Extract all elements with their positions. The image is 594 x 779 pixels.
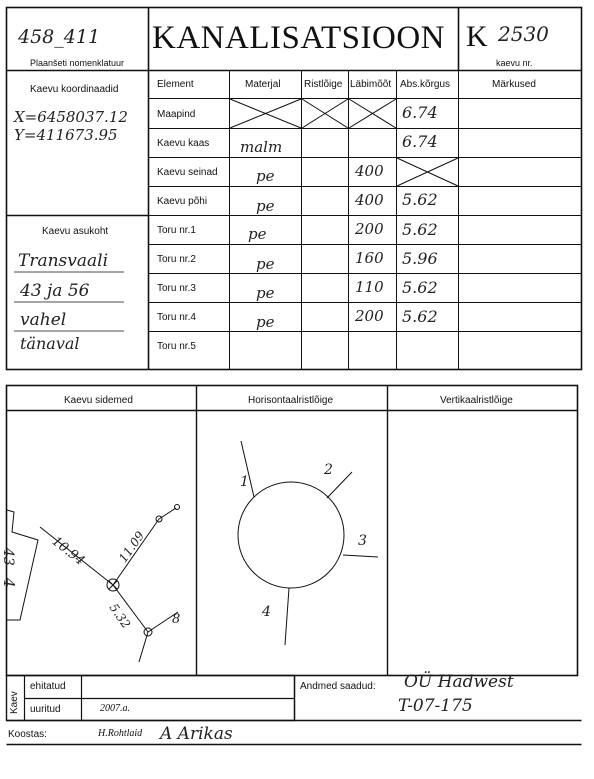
- horizontal-section-title: Horisontaalristlõige: [248, 395, 334, 406]
- tie-label: 5.32: [106, 601, 134, 631]
- row-material: pe: [256, 284, 275, 302]
- sheet-number: 458_411: [18, 26, 101, 48]
- row-diameter: 400: [355, 162, 384, 180]
- row-element: Toru nr.2: [157, 254, 196, 265]
- row-elevation: 5.62: [402, 307, 438, 326]
- location-line-2: 43 ja 56: [20, 281, 90, 301]
- row-element: Toru nr.1: [157, 225, 196, 236]
- built-label: ehitatud: [30, 681, 66, 692]
- row-diameter: 200: [355, 220, 384, 238]
- well-label: kaevu nr.: [496, 58, 533, 68]
- row-elevation: 5.62: [402, 278, 438, 297]
- row-material: pe: [256, 197, 275, 215]
- data-by-label: Andmed saadud:: [300, 681, 376, 692]
- pipe-number: 3: [358, 533, 367, 549]
- pipe-number: 2: [324, 462, 333, 478]
- row-element: Toru nr.5: [157, 341, 196, 352]
- location-line-1: Transvaali: [18, 251, 109, 271]
- ties-sketch: [7, 505, 180, 663]
- row-elevation: 5.96: [402, 249, 438, 268]
- location-line-4: tänaval: [20, 334, 80, 353]
- composed-label: Koostas:: [8, 729, 47, 740]
- row-material: pe: [256, 167, 275, 185]
- col-header-notes: Märkused: [492, 79, 536, 90]
- tie-label: 10.94: [48, 534, 88, 569]
- sheet-label: Plaanšeti nomenklatuur: [30, 58, 125, 68]
- ties-title: Kaevu sidemed: [64, 395, 133, 406]
- col-header-element: Element: [157, 79, 194, 90]
- composed-print: H.Rohtlaid: [98, 728, 143, 739]
- horizontal-section-sketch: [238, 441, 378, 645]
- row-diameter: 160: [355, 249, 384, 267]
- tie-label: 11.09: [116, 528, 148, 566]
- col-header-material: Materjal: [245, 79, 281, 90]
- row-elevation: 5.62: [402, 220, 438, 239]
- location-label: Kaevu asukoht: [42, 226, 109, 237]
- measured-value: 2007.a.: [100, 703, 130, 714]
- row-element: Kaevu kaas: [157, 138, 210, 149]
- tie-label: 43: [0, 548, 16, 566]
- composed-signature: A Arikas: [160, 724, 233, 744]
- row-diameter: 400: [355, 191, 384, 209]
- tie-label: 8: [172, 612, 181, 627]
- row-diameter: 200: [355, 307, 384, 325]
- row-element: Toru nr.3: [157, 283, 196, 294]
- well-side-label: Kaev: [9, 691, 20, 714]
- vertical-section-title: Vertikaalristlõige: [440, 395, 513, 406]
- row-elevation: 6.74: [402, 103, 438, 122]
- coordinate-y: Y=411673.95: [14, 126, 118, 144]
- data-by-code: T-07-175: [398, 696, 473, 716]
- col-header-section: Ristlõige: [304, 79, 343, 90]
- well-prefix: K: [466, 20, 488, 53]
- tie-label: 4: [0, 578, 18, 588]
- row-element: Kaevu seinad: [157, 167, 218, 178]
- row-material: pe: [248, 225, 267, 243]
- measured-label: uuritud: [30, 704, 61, 715]
- row-element: Toru nr.4: [157, 312, 196, 323]
- row-element: Maapind: [157, 109, 196, 120]
- coordinates-label: Kaevu koordinaadid: [30, 84, 119, 95]
- row-elevation: 5.62: [402, 190, 438, 209]
- data-by-company: OÜ Hadwest: [404, 672, 514, 692]
- row-material: pe: [256, 313, 275, 331]
- col-header-diameter: Läbimõõt: [350, 79, 392, 90]
- row-elevation: 6.74: [402, 132, 438, 151]
- row-material: pe: [256, 255, 275, 273]
- form-title: KANALISATSIOON: [152, 20, 445, 56]
- row-element: Kaevu põhi: [157, 196, 208, 207]
- pipe-number: 1: [240, 474, 249, 490]
- pipe-number: 4: [262, 604, 271, 620]
- row-material: malm: [240, 138, 283, 156]
- well-number: 2530: [498, 22, 549, 46]
- col-header-elevation: Abs.kõrgus: [400, 79, 451, 90]
- coordinate-x: X=6458037.12: [14, 108, 128, 126]
- row-diameter: 110: [355, 278, 384, 296]
- location-line-3: vahel: [20, 310, 67, 330]
